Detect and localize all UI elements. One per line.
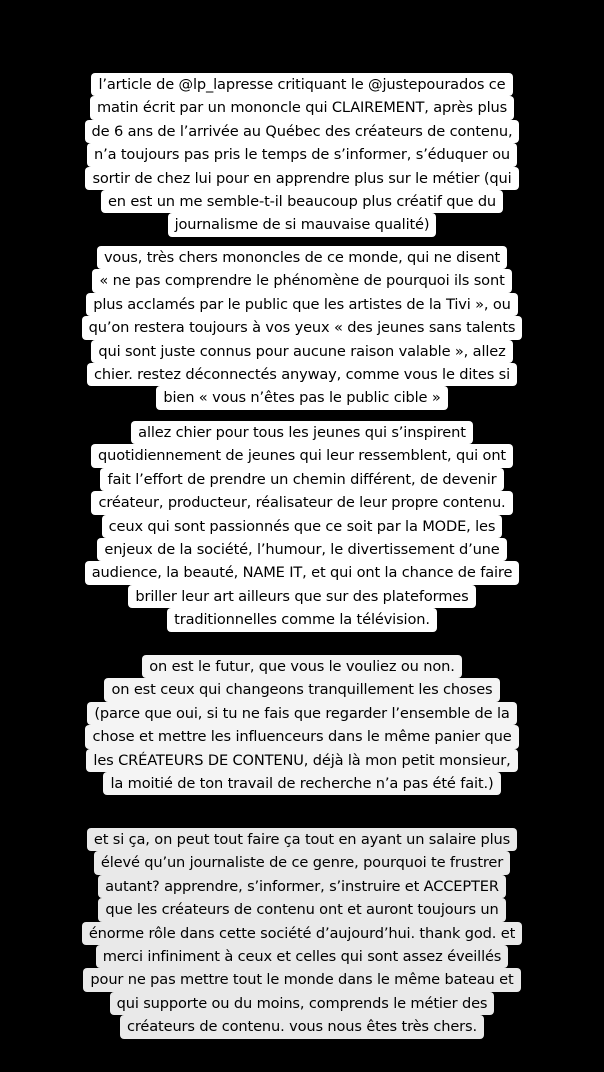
text-line: l’article de @lp_lapresse critiquant le @justepourados ce bbox=[91, 73, 512, 96]
text-block-3 bbox=[0, 421, 604, 632]
text-line: chose et mettre les influenceurs dans le même panier que bbox=[85, 725, 518, 748]
text-line: et si ça, on peut tout faire ça tout en ayant un salaire plus bbox=[87, 828, 517, 851]
text-line: audience, la beauté, NAME IT, et qui ont la chance de faire bbox=[85, 561, 520, 584]
text-line: on est le futur, que vous le vouliez ou non. bbox=[142, 655, 461, 678]
text-line: fait l’effort de prendre un chemin différent, de devenir bbox=[100, 468, 503, 491]
text-line: « ne pas comprendre le phénomène de pourquoi ils sont bbox=[92, 269, 511, 292]
text-block-1 bbox=[0, 73, 604, 237]
text-line: plus acclamés par le public que les artistes de la Tivi », ou bbox=[86, 293, 518, 316]
text-line: bien « vous n’êtes pas le public cible » bbox=[156, 386, 447, 409]
text-block-2 bbox=[0, 246, 604, 410]
text-line: merci infiniment à ceux et celles qui sont assez éveillés bbox=[96, 945, 509, 968]
text-line: allez chier pour tous les jeunes qui s’inspirent bbox=[131, 421, 473, 444]
text-line: créateurs de contenu. vous nous êtes très chers. bbox=[120, 1015, 484, 1038]
text-line: en est un me semble-t-il beaucoup plus créatif que du bbox=[101, 190, 503, 213]
text-line: quotidiennement de jeunes qui leur ressemblent, qui ont bbox=[91, 444, 513, 467]
text-line: n’a toujours pas pris le temps de s’informer, s’éduquer ou bbox=[87, 143, 517, 166]
text-line: les CRÉATEURS DE CONTENU, déjà là mon petit monsieur, bbox=[86, 749, 517, 772]
text-line: élevé qu’un journaliste de ce genre, pourquoi te frustrer bbox=[94, 851, 510, 874]
text-line: briller leur art ailleurs que sur des plateformes bbox=[128, 585, 475, 608]
text-block-5 bbox=[0, 828, 604, 1039]
text-line: la moitié de ton travail de recherche n’a pas été fait.) bbox=[103, 772, 500, 795]
text-line: pour ne pas mettre tout le monde dans le même bateau et bbox=[83, 968, 520, 991]
text-line: chier. restez déconnectés anyway, comme vous le dites si bbox=[87, 363, 517, 386]
text-line: que les créateurs de contenu ont et auront toujours un bbox=[98, 898, 505, 921]
text-line: énorme rôle dans cette société d’aujourd’hui. thank god. et bbox=[82, 922, 522, 945]
text-line: de 6 ans de l’arrivée au Québec des créateurs de contenu, bbox=[85, 120, 520, 143]
text-line: qui supporte ou du moins, comprends le métier des bbox=[110, 992, 495, 1015]
text-line: matin écrit par un mononcle qui CLAIREMENT, après plus bbox=[90, 96, 514, 119]
text-line: enjeux de la société, l’humour, le divertissement d’une bbox=[97, 538, 506, 561]
text-line: vous, très chers mononcles de ce monde, qui ne disent bbox=[97, 246, 507, 269]
text-line: ceux qui sont passionnés que ce soit par la MODE, les bbox=[102, 515, 503, 538]
text-line: qui sont juste connus pour aucune raison valable », allez bbox=[91, 340, 512, 363]
text-line: autant? apprendre, s’informer, s’instruire et ACCEPTER bbox=[98, 875, 506, 898]
text-line: (parce que oui, si tu ne fais que regarder l’ensemble de la bbox=[87, 702, 516, 725]
text-line: traditionnelles comme la télévision. bbox=[167, 608, 437, 631]
text-line: qu’on restera toujours à vos yeux « des jeunes sans talents bbox=[82, 316, 523, 339]
text-line: on est ceux qui changeons tranquillement les choses bbox=[104, 678, 499, 701]
text-line: créateur, producteur, réalisateur de leur propre contenu. bbox=[91, 491, 512, 514]
text-block-4 bbox=[0, 655, 604, 795]
text-line: sortir de chez lui pour en apprendre plus sur le métier (qui bbox=[85, 167, 518, 190]
text-line: journalisme de si mauvaise qualité) bbox=[168, 213, 437, 236]
